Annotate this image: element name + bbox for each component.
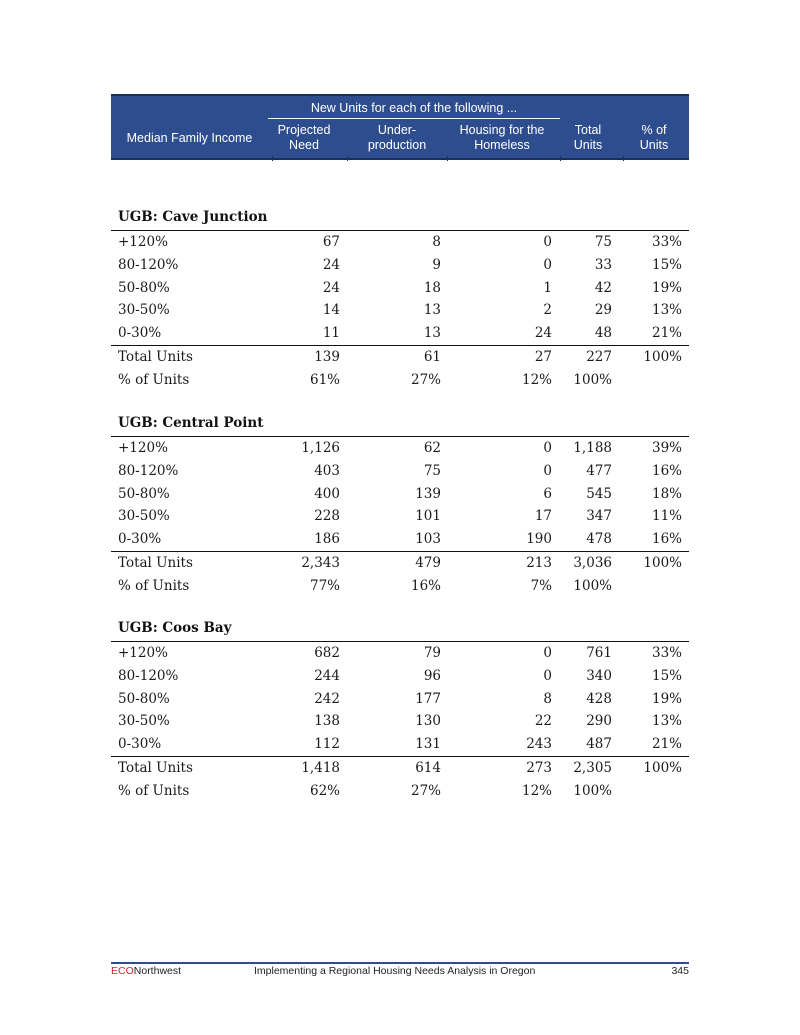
column-header-projected-need: Projected Need: [277, 123, 331, 152]
cell-total: 42: [594, 279, 612, 296]
cell-under: 16%: [410, 577, 441, 594]
total-row: [111, 756, 689, 780]
cell-under: 13: [423, 325, 441, 342]
cell-homeless: 273: [526, 759, 552, 776]
table-row: [111, 733, 689, 756]
cell-under: 139: [415, 485, 441, 502]
cell-projected: 2,343: [301, 554, 340, 571]
table-row: [111, 277, 689, 300]
cell-under: 177: [415, 690, 441, 707]
cell-pct: 15%: [651, 256, 682, 273]
cell-total: 347: [586, 508, 612, 525]
cell-under: 131: [415, 736, 441, 753]
cell-total: 100%: [573, 782, 612, 799]
share-row: [111, 575, 689, 598]
cell-pct: 33%: [651, 234, 682, 250]
row-label: +120%: [118, 440, 168, 456]
table-row: [111, 505, 689, 528]
cell-total: 100%: [573, 577, 612, 594]
cell-total: 761: [586, 645, 612, 661]
cell-homeless: 27: [534, 348, 552, 365]
table-row: [111, 483, 689, 506]
row-label: +120%: [118, 234, 168, 250]
table-header: [111, 94, 689, 160]
cell-projected: 400: [314, 485, 340, 502]
cell-homeless: 0: [543, 234, 552, 250]
row-label: Total Units: [118, 554, 193, 571]
cell-projected: 242: [314, 690, 340, 707]
cell-homeless: 0: [543, 667, 552, 684]
cell-projected: 244: [314, 667, 340, 684]
cell-homeless: 190: [526, 531, 552, 548]
row-label: % of Units: [118, 782, 190, 799]
cell-projected: 682: [314, 645, 340, 661]
cell-homeless: 24: [534, 325, 552, 342]
row-label: Total Units: [118, 348, 193, 365]
cell-pct: 39%: [651, 440, 682, 456]
column-header-pct-units: % of Units: [639, 123, 669, 152]
cell-homeless: 1: [543, 279, 552, 296]
row-label: 50-80%: [118, 279, 170, 296]
table-row: [111, 254, 689, 277]
table-section: [111, 616, 689, 803]
table-row: [111, 299, 689, 322]
cell-projected: 67: [322, 234, 340, 250]
cell-pct: 16%: [651, 531, 682, 548]
cell-homeless: 243: [526, 736, 552, 753]
cell-total: 478: [586, 531, 612, 548]
cell-total: 545: [586, 485, 612, 502]
cell-homeless: 12%: [521, 371, 552, 388]
cell-homeless: 0: [543, 462, 552, 479]
cell-homeless: 6: [543, 485, 552, 502]
column-header-total-units: Total Units: [573, 123, 603, 152]
cell-under: 27%: [410, 371, 441, 388]
row-label: 0-30%: [118, 736, 162, 753]
cell-projected: 228: [314, 508, 340, 525]
cell-projected: 77%: [309, 577, 340, 594]
cell-pct: 16%: [651, 462, 682, 479]
row-label: % of Units: [118, 371, 190, 388]
cell-pct: 18%: [651, 485, 682, 502]
row-label: 30-50%: [118, 508, 170, 525]
cell-total: 48: [594, 325, 612, 342]
cell-homeless: 0: [543, 440, 552, 456]
column-header-median-family-income: Median Family Income: [126, 130, 253, 145]
cell-pct: 21%: [651, 736, 682, 753]
row-label: % of Units: [118, 577, 190, 594]
cell-projected: 186: [314, 531, 340, 548]
cell-homeless: 17: [534, 508, 552, 525]
table-row: [111, 437, 689, 460]
cell-under: 103: [415, 531, 441, 548]
cell-under: 75: [423, 462, 441, 479]
footer-rule: [111, 962, 689, 964]
table-row: [111, 322, 689, 345]
cell-total: 100%: [573, 371, 612, 388]
row-label: 0-30%: [118, 531, 162, 548]
cell-under: 62: [423, 440, 441, 456]
cell-under: 13: [423, 302, 441, 319]
cell-projected: 14: [322, 302, 340, 319]
table-section: [111, 411, 689, 598]
table-row: [111, 528, 689, 551]
cell-projected: 139: [314, 348, 340, 365]
cell-projected: 61%: [309, 371, 340, 388]
page-number: 345: [671, 965, 689, 977]
cell-under: 130: [415, 713, 441, 730]
cell-total: 1,188: [573, 440, 612, 456]
cell-under: 8: [432, 234, 441, 250]
row-label: 80-120%: [118, 256, 179, 273]
total-row: [111, 551, 689, 575]
cell-pct: 100%: [643, 348, 682, 365]
row-label: 0-30%: [118, 325, 162, 342]
row-label: +120%: [118, 645, 168, 661]
cell-total: 75: [594, 234, 612, 250]
row-label: 50-80%: [118, 690, 170, 707]
cell-under: 101: [415, 508, 441, 525]
cell-projected: 1,126: [301, 440, 340, 456]
cell-pct: 21%: [651, 325, 682, 342]
brand-logo: ECONorthwest: [111, 965, 182, 977]
cell-pct: 13%: [651, 713, 682, 730]
table-row: [111, 642, 689, 665]
cell-total: 477: [586, 462, 612, 479]
group-header: New Units for each of the following ...: [268, 98, 560, 119]
column-header-housing-homeless: Housing for the Homeless: [459, 123, 545, 152]
cell-under: 18: [423, 279, 441, 296]
cell-under: 61: [423, 348, 441, 365]
document-title: Implementing a Regional Housing Needs Analysis in Oregon: [254, 965, 536, 977]
row-label: 80-120%: [118, 667, 179, 684]
cell-pct: 19%: [651, 279, 682, 296]
cell-projected: 62%: [309, 782, 340, 799]
cell-homeless: 0: [543, 256, 552, 273]
section-title: UGB: Central Point: [111, 411, 689, 437]
cell-pct: 100%: [643, 759, 682, 776]
row-label: 80-120%: [118, 462, 179, 479]
cell-under: 479: [415, 554, 441, 571]
cell-pct: 33%: [651, 645, 682, 661]
row-label: 30-50%: [118, 302, 170, 319]
table-row: [111, 710, 689, 733]
cell-projected: 11: [322, 325, 340, 342]
cell-homeless: 2: [543, 302, 552, 319]
column-header-underproduction: Under- production: [367, 123, 427, 152]
cell-projected: 24: [322, 256, 340, 273]
row-label: 50-80%: [118, 485, 170, 502]
table-row: [111, 231, 689, 254]
cell-pct: 11%: [651, 508, 682, 525]
cell-total: 33: [594, 256, 612, 273]
cell-projected: 1,418: [301, 759, 340, 776]
cell-pct: 15%: [651, 667, 682, 684]
cell-projected: 403: [314, 462, 340, 479]
cell-projected: 24: [322, 279, 340, 296]
cell-total: 340: [586, 667, 612, 684]
cell-homeless: 12%: [521, 782, 552, 799]
cell-homeless: 8: [543, 690, 552, 707]
cell-total: 487: [586, 736, 612, 753]
table-row: [111, 665, 689, 688]
cell-under: 9: [432, 256, 441, 273]
cell-homeless: 0: [543, 645, 552, 661]
cell-under: 614: [415, 759, 441, 776]
cell-projected: 138: [314, 713, 340, 730]
cell-projected: 112: [314, 736, 340, 753]
table-row: [111, 460, 689, 483]
share-row: [111, 780, 689, 803]
cell-total: 428: [586, 690, 612, 707]
cell-total: 2,305: [573, 759, 612, 776]
table-row: [111, 688, 689, 711]
cell-homeless: 22: [534, 713, 552, 730]
cell-total: 29: [594, 302, 612, 319]
cell-pct: 19%: [651, 690, 682, 707]
cell-total: 290: [586, 713, 612, 730]
cell-under: 27%: [410, 782, 441, 799]
cell-under: 96: [423, 667, 441, 684]
cell-pct: 13%: [651, 302, 682, 319]
section-title: UGB: Cave Junction: [111, 205, 689, 231]
row-label: Total Units: [118, 759, 193, 776]
total-row: [111, 345, 689, 369]
cell-total: 227: [586, 348, 612, 365]
cell-homeless: 7%: [530, 577, 552, 594]
cell-homeless: 213: [526, 554, 552, 571]
share-row: [111, 369, 689, 392]
table-section: [111, 205, 689, 392]
section-title: UGB: Coos Bay: [111, 616, 689, 642]
cell-total: 3,036: [573, 554, 612, 571]
cell-under: 79: [423, 645, 441, 661]
row-label: 30-50%: [118, 713, 170, 730]
cell-pct: 100%: [643, 554, 682, 571]
